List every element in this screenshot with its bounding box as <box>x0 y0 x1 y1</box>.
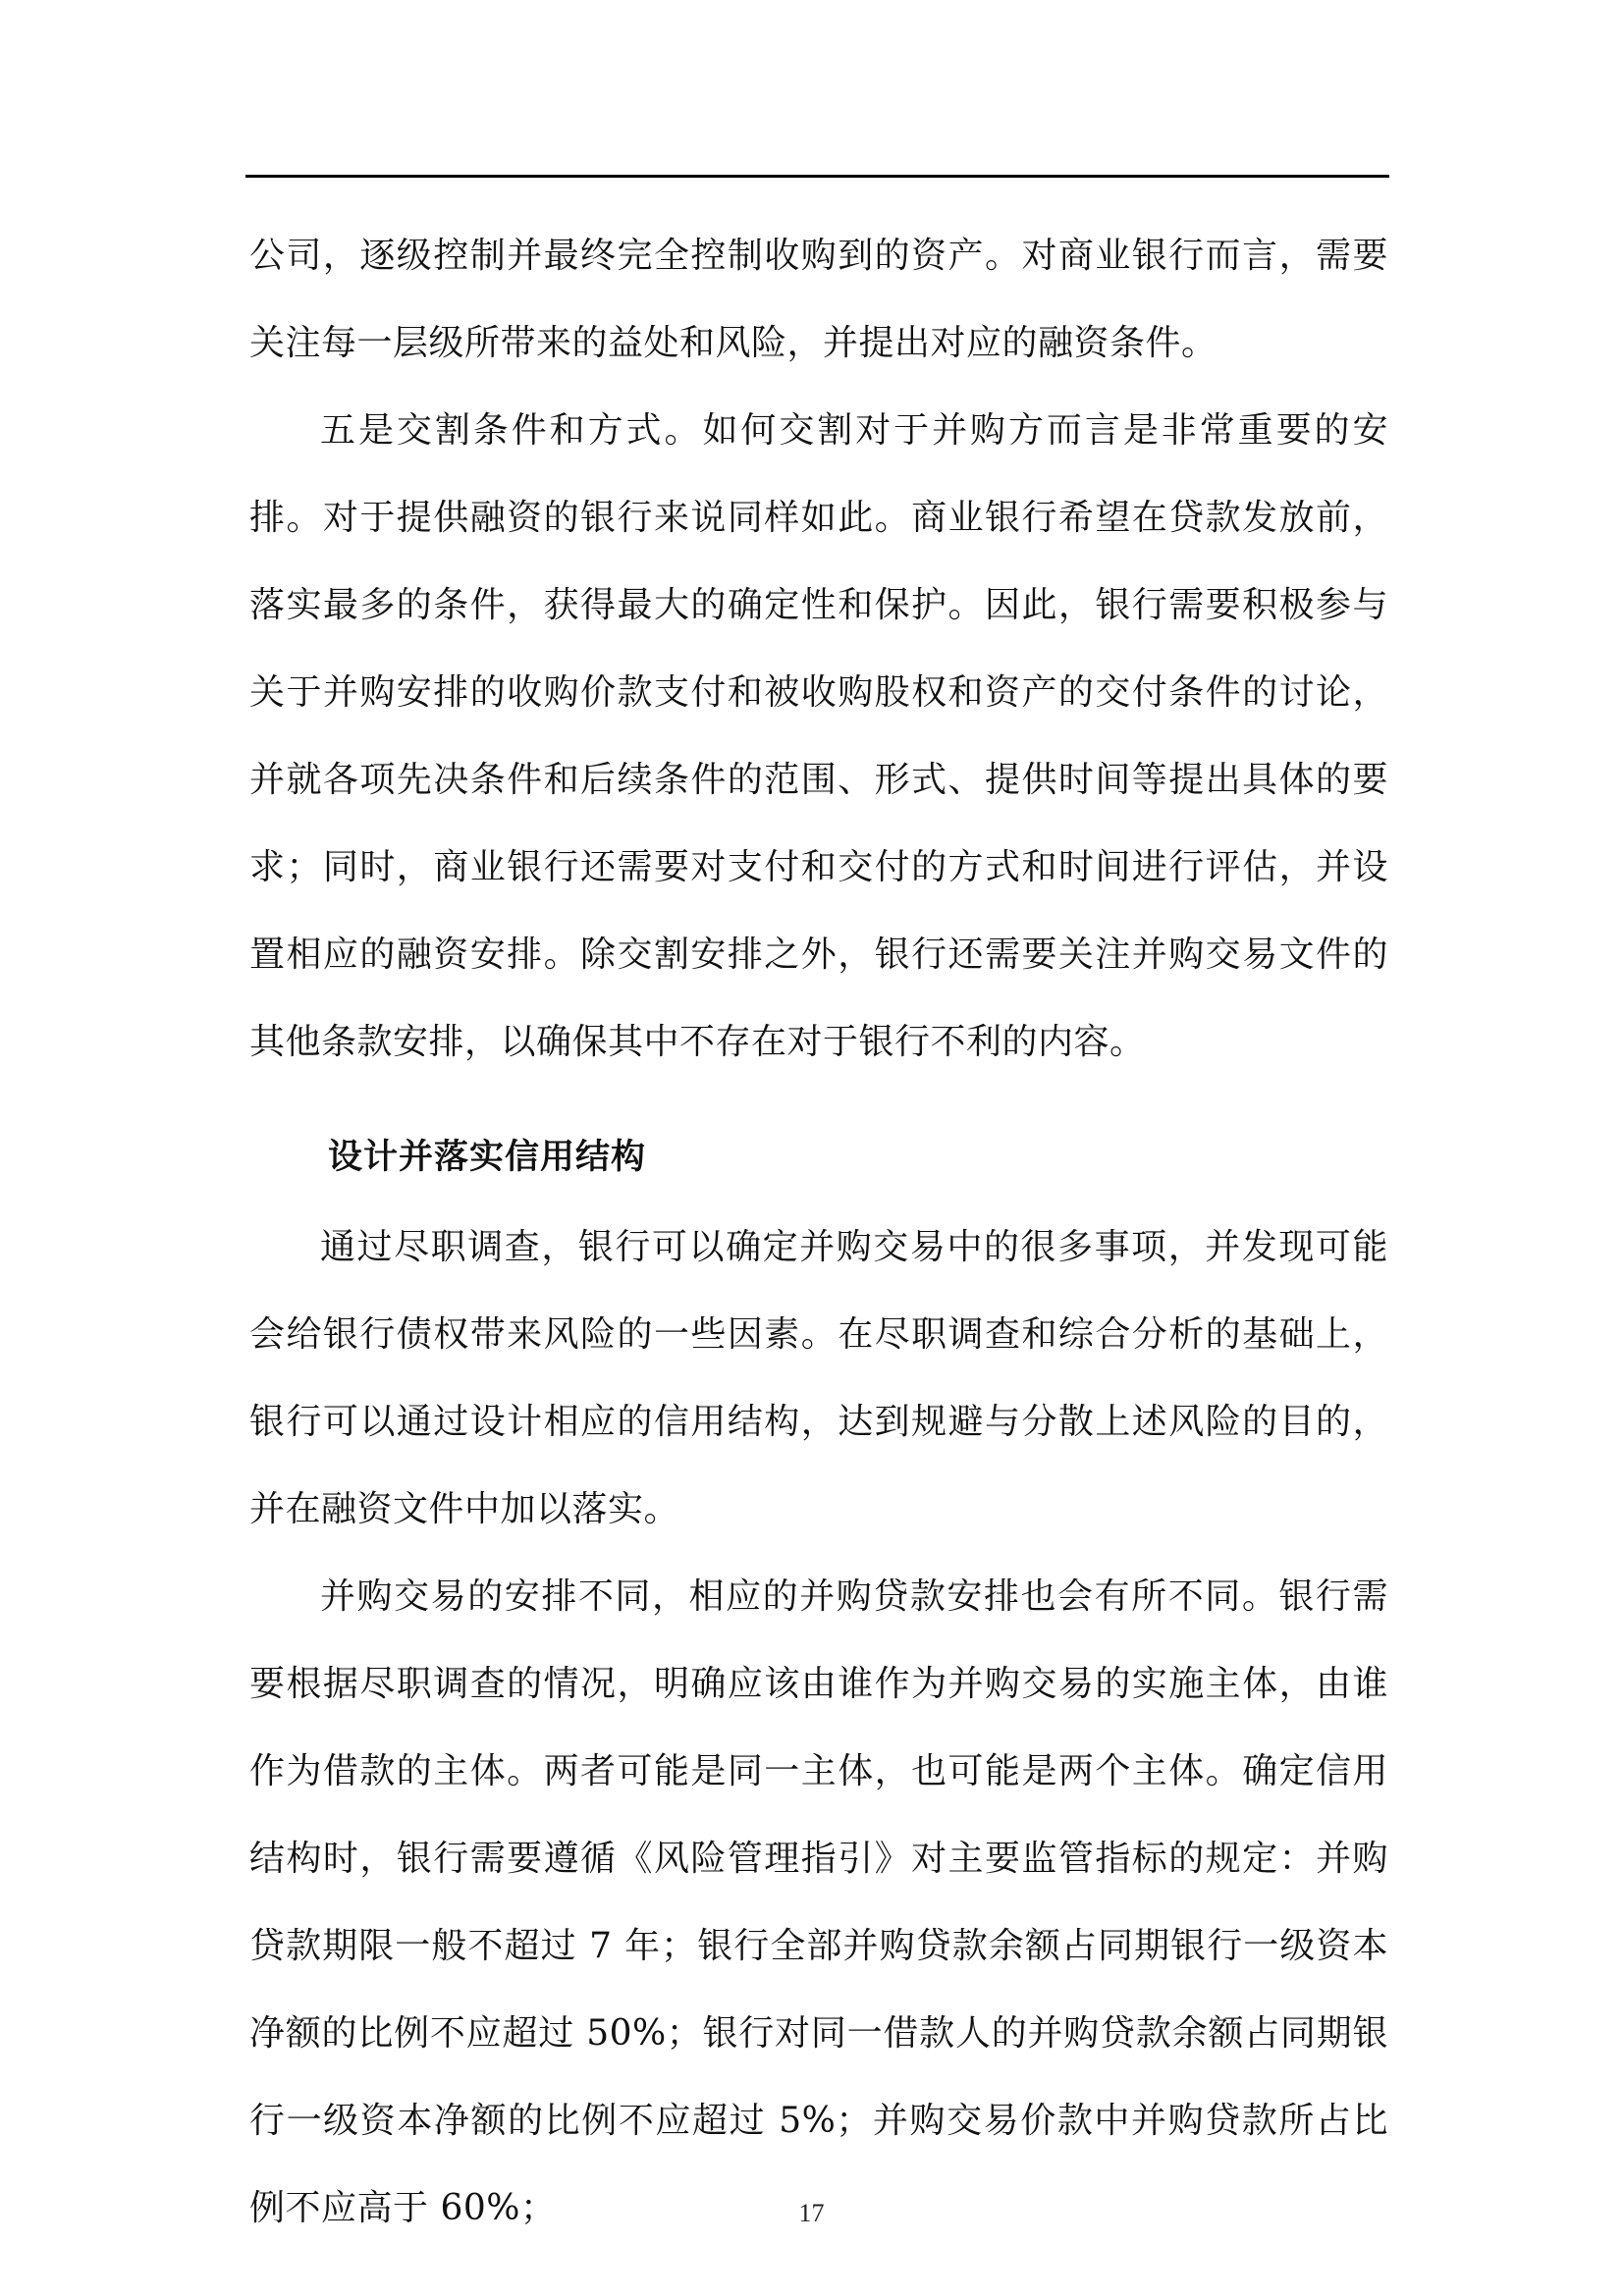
header-rule <box>245 175 1389 178</box>
paragraph-credit-structure: 并购交易的安排不同，相应的并购贷款安排也会有所不同。银行需要根据尽职调查的情况，明确应该由谁作为并购交易的实施主体，由谁作为借款的主体。两者可能是同一主体，也可能是两个主体。确定信用结构时，银行需要遵循《风险管理指引》对主要监管指标的规定：并购贷款期限一般不超过 7 年；银行全部并购贷款余额占同期银行一级资本净额的比例不应超过 50%；银行对同一借款人的并购贷款余额占同期银行一级资本净额的比例不应超过 5%；并购交易价款中并购贷款所占比例不应高于 60%； <box>249 1576 1388 2228</box>
body-text <box>249 212 1388 2252</box>
paragraph-delivery-conditions: 五是交割条件和方式。如何交割对于并购方而言是非常重要的安排。对于提供融资的银行来说同样如此。商业银行希望在贷款发放前，落实最多的条件，获得最大的确定性和保护。因此，银行需要积极参与关于并购安排的收购价款支付和被收购股权和资产的交付条件的讨论，并就各项先决条件和后续条件的范围、形式、提供时间等提出具体的要求；同时，商业银行还需要对支付和交付的方式和时间进行评估，并设置相应的融资安排。除交割安排之外，银行还需要关注并购交易文件的其他条款安排，以确保其中不存在对于银行不利的内容。 <box>249 410 1388 1062</box>
section-heading: 设计并落实信用结构 <box>328 1138 647 1177</box>
page-number: 17 <box>798 2199 825 2227</box>
paragraph-continuation: 公司，逐级控制并最终完全控制收购到的资产。对商业银行而言，需要关注每一层级所带来的益处和风险，并提出对应的融资条件。 <box>249 236 1388 363</box>
paragraph-due-diligence: 通过尽职调查，银行可以确定并购交易中的很多事项，并发现可能会给银行债权带来风险的一些因素。在尽职调查和综合分析的基础上，银行可以通过设计相应的信用结构，达到规避与分散上述风险的目的，并在融资文件中加以落实。 <box>249 1227 1388 1529</box>
